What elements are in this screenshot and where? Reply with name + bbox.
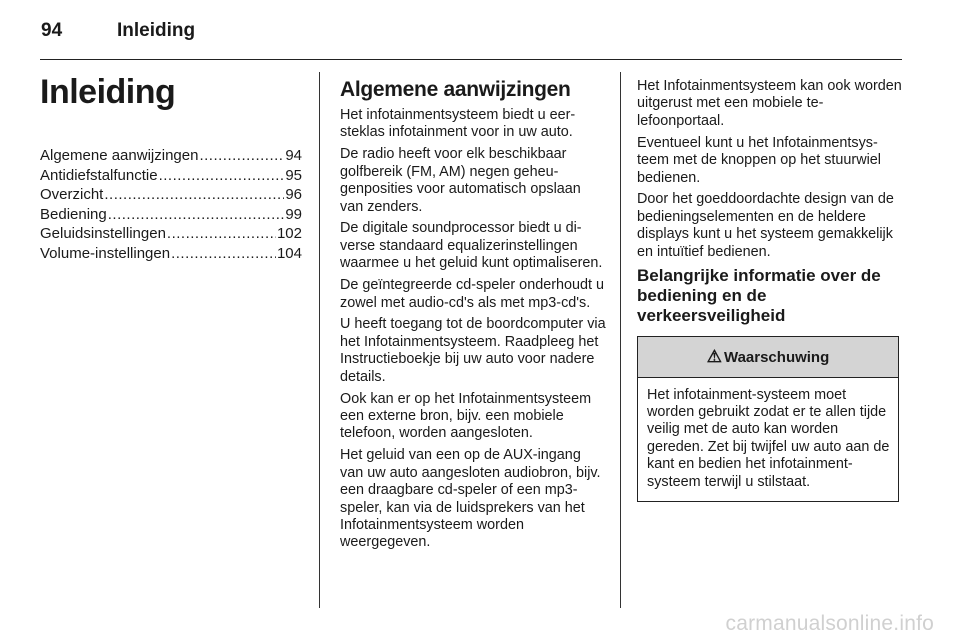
toc-leader bbox=[108, 205, 285, 225]
body-paragraph: Het infotainmentsysteem biedt u eersteklas infotainment voor in uw auto. bbox=[340, 107, 576, 141]
warning-title: Waarschuwing bbox=[723, 348, 830, 366]
toc-column bbox=[40, 72, 302, 263]
watermark: carmanualsonline.info bbox=[725, 612, 934, 635]
table-of-contents bbox=[40, 146, 302, 263]
column-divider bbox=[319, 72, 320, 608]
warning-box bbox=[637, 336, 899, 502]
body-paragraph: Het geluid van een op de AUX-ingang van uw auto aangesloten audiobron, bijv. een draagbare cd-speler of een mp3-speler, kan via de luidsprekers van het Infotainmentsysteem worden weergegeven. bbox=[340, 447, 601, 551]
warning-header bbox=[638, 337, 898, 378]
toc-label: Volume-instellingen bbox=[40, 244, 171, 262]
header-rule bbox=[40, 59, 902, 60]
toc-entry[interactable] bbox=[40, 166, 302, 186]
warning-triangle-icon: ⚠ bbox=[706, 346, 722, 366]
toc-leader bbox=[159, 166, 285, 186]
toc-label: Bediening bbox=[40, 205, 107, 223]
warning-body bbox=[638, 378, 898, 501]
main-column bbox=[340, 78, 606, 556]
toc-entry[interactable] bbox=[40, 146, 302, 166]
toc-leader bbox=[167, 224, 276, 244]
toc-page: 96 bbox=[285, 186, 302, 203]
column-divider bbox=[620, 72, 621, 608]
toc-label: Geluidsinstellingen bbox=[40, 225, 166, 242]
toc-entry[interactable] bbox=[40, 185, 302, 205]
warning-text: Het infotainment-systeem moet worden gebruikt zodat er te allen tijde veilig met de auto kan worden gereden. Zet bij twijfel uw auto aan de kant en bedien het infotainment-systeem terwijl u stilstaat. bbox=[647, 386, 890, 490]
body-paragraph: De geïntegreerde cd-speler onderhoudt u zowel met audio-cd's als met mp3-cd's. bbox=[340, 277, 605, 311]
toc-leader bbox=[199, 146, 284, 166]
section-heading: Algemene aanwijzingen bbox=[340, 78, 571, 101]
body-paragraph: De radio heeft voor elk beschikbaar golfbereik (FM, AM) negen geheugenposities voor automatisch opslaan van zenders. bbox=[340, 146, 581, 215]
body-paragraph: Het Infotainmentsysteem kan ook worden uitgerust met een mobiele telefoonportaal. bbox=[637, 78, 902, 129]
header-title: Inleiding bbox=[117, 20, 196, 41]
toc-page: 94 bbox=[285, 147, 302, 164]
body-paragraph: U heeft toegang tot de boordcomputer via het Infotainmentsysteem. Raadpleeg het Instructieboekje bij uw auto voor nadere details. bbox=[340, 316, 606, 385]
toc-entry[interactable] bbox=[40, 224, 302, 244]
body-paragraph: De digitale soundprocessor biedt u diverse standaard equalizerinstellingen waarmee u het geluid kunt optimaliseren. bbox=[340, 220, 603, 272]
toc-label: Antidiefstalfunctie bbox=[40, 166, 158, 184]
toc-entry[interactable] bbox=[40, 205, 302, 225]
toc-page: 95 bbox=[285, 166, 302, 184]
toc-page: 104 bbox=[276, 244, 302, 262]
toc-leader bbox=[104, 185, 284, 205]
toc-label: Algemene aanwijzingen bbox=[40, 147, 199, 164]
chapter-title: Inleiding bbox=[40, 73, 176, 111]
right-column bbox=[637, 78, 903, 502]
body-paragraph: Door het goeddoordachte design van de bedieningselementen en de heldere displays kunt u het systeem gemakkelijk en intuïtief bedienen. bbox=[637, 191, 894, 260]
toc-label: Overzicht bbox=[40, 186, 104, 203]
toc-page: 102 bbox=[276, 225, 302, 242]
toc-page: 99 bbox=[285, 205, 302, 223]
body-paragraph: Ook kan er op het Infotainmentsysteem een externe bron, bijv. een mobiele telefoon, worden aangesloten. bbox=[340, 390, 592, 442]
page-number: 94 bbox=[41, 20, 63, 41]
toc-leader bbox=[171, 244, 276, 264]
toc-entry[interactable] bbox=[40, 244, 302, 264]
body-paragraph: Eventueel kunt u het Infotainmentsysteem met de knoppen op het stuurwiel bedienen. bbox=[637, 134, 881, 186]
subsection-heading: Belangrijke informatie over de bediening en de verkeersveiligheid bbox=[637, 265, 881, 325]
